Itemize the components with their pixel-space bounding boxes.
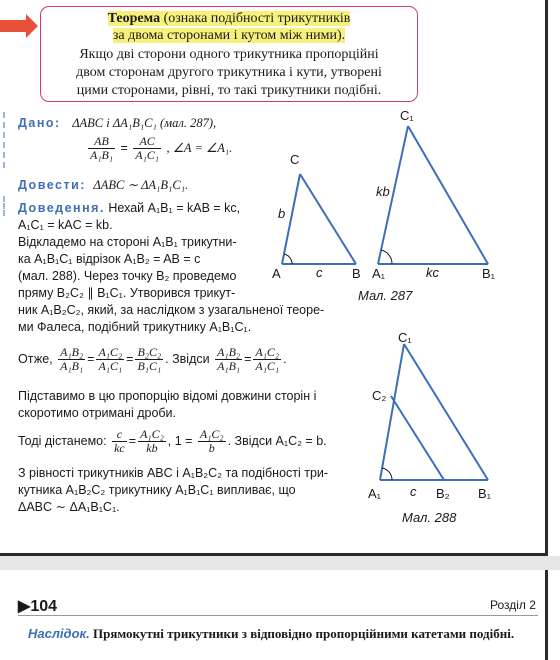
figure-288 <box>360 330 510 530</box>
angle-mark <box>381 250 392 264</box>
label-side-kb: kb <box>376 184 390 199</box>
prove-label: Довести: <box>18 178 86 192</box>
given-ratio: $\frac{AB}{\text{A₁B₁}}$ = $\frac{AC}{\text{A₁C₁}}$ , ∠A = ∠A₁. <box>90 134 233 162</box>
header-rule <box>18 615 538 616</box>
page-number: ▶104 <box>18 598 58 615</box>
angle-mark <box>382 468 392 480</box>
proportion-line: Отже, $\frac{\text{A₁B₂}}{\text{A₁B₁}}$ = $\frac{\text{A₁C₂}}{\text{A₁C₁}}$ = $\frac{\text{B₂C₂}}{\text{B₁C₁}}$ . Звідси $\frac{\text{A₁B₂}}{\text{A₁B₁}}$ = $\frac{\text{A₁C₂}}{\text{A₁C₁}}$ . <box>18 345 287 373</box>
given-label: Дано: <box>18 116 61 130</box>
label-c2-vertex: C₂ <box>372 388 387 403</box>
margin-divider <box>3 196 5 216</box>
margin-divider <box>3 112 5 168</box>
prove-text: ΔABC ∼ ΔA₁B₁C₁. <box>93 178 189 192</box>
proof-text: ΔABC ∼ ΔA₁B₁C₁. <box>18 500 120 514</box>
fraction: $\frac{\text{A₁C₂}}{kb}$ <box>140 427 164 455</box>
page-gap <box>0 556 560 570</box>
section-label: Розділ 2 <box>490 598 536 612</box>
proof-text: , 1 = <box>167 433 193 448</box>
label-c1-vertex: C₁ <box>400 108 414 123</box>
angle-equality: , ∠A = ∠A₁. <box>166 140 233 155</box>
label-b1-vertex: B₁ <box>478 486 492 501</box>
proof-block <box>18 465 363 516</box>
fraction: $\frac{\text{A₁B₂}}{\text{A₁B₁}}$ <box>217 345 241 373</box>
label-a-vertex: A <box>272 266 281 281</box>
proof-block <box>18 302 358 336</box>
fraction: $\frac{AB}{\text{A₁B₁}}$ <box>90 134 114 162</box>
theorem-heading <box>49 10 409 44</box>
proof-text: Нехай A₁B₁ = kAB = kc, <box>108 201 241 215</box>
proof-text: З рівності трикутників ABC і A₁B₂C₂ та подібності три- <box>18 466 329 480</box>
proof-text: Відкладемо на стороні A₁B₁ трикутни- <box>18 235 237 249</box>
label-side-c: c <box>410 484 417 499</box>
theorem-subtitle-2: за двома сторонами і кутом між ними). <box>112 28 346 43</box>
label-b1-vertex: B₁ <box>482 266 496 281</box>
figure-287 <box>268 106 498 306</box>
label-a1-vertex: A₁ <box>368 486 382 501</box>
proof-text: . Звідси <box>165 351 210 366</box>
proof-text: ка A₁B₁C₁ відрізок A₁B₂ = AB = c <box>18 252 201 266</box>
theorem-line: цими сторонами, рівні, то такі трикутники подібні. <box>76 83 382 98</box>
given-line <box>18 115 216 132</box>
proof-text: (мал. 288). Через точку B₂ проведемо <box>18 269 237 283</box>
angle-mark <box>284 254 292 264</box>
proof-label: Доведення. <box>18 201 105 215</box>
fraction: $\frac{\text{A₁B₂}}{\text{A₁B₁}}$ <box>60 345 84 373</box>
given-text: ΔABC і ΔA₁B₁C₁ (мал. 287), <box>72 116 217 130</box>
label-c-vertex: C <box>290 152 300 167</box>
fraction: $\frac{\text{A₁C₂}}{b}$ <box>199 427 224 455</box>
side-b1c1 <box>404 344 488 480</box>
fraction: $\frac{c}{kc}$ <box>114 427 125 455</box>
proof-block <box>18 388 358 422</box>
figure-caption: Мал. 288 <box>402 510 457 525</box>
proof-text: пряму B₂C₂ ∥ B₁C₁. Утворився трикут- <box>18 286 236 300</box>
fraction: $\frac{\text{A₁C₂}}{\text{A₁C₁}}$ <box>255 345 280 373</box>
prove-line <box>18 177 188 194</box>
proof-text: скоротимо отримані дроби. <box>18 406 177 420</box>
page-number-value: 104 <box>30 598 58 615</box>
label-b2-vertex: B₂ <box>436 486 450 501</box>
fraction: $\frac{\text{A₁C₂}}{\text{A₁C₁}}$ <box>98 345 123 373</box>
substitution-line: Тоді дістанемо: $\frac{c}{kc}$ = $\frac{\text{A₁C₂}}{kb}$ , 1 = $\frac{\text{A₁C₂}}{b}$ . Звідси A₁C₂ = b. <box>18 427 327 455</box>
label-side-kc: kc <box>426 265 439 280</box>
corollary-text: Прямокутні трикутники з відповідно пропорційними катетами подібні. <box>92 626 515 641</box>
theorem-subtitle-1: (ознака подібності трикутників <box>163 11 351 26</box>
proof-block <box>18 200 280 302</box>
corollary-label: Наслідок. <box>28 626 90 641</box>
proof-text: Підставимо в цю пропорцію відомі довжини сторін і <box>18 389 317 403</box>
proof-text: A₁C₁ = kAC = kb. <box>18 218 113 232</box>
side-b1c1 <box>408 126 488 264</box>
proof-text: Отже, <box>18 351 53 366</box>
fraction: $\frac{\text{B₂C₂}}{\text{B₁C₁}}$ <box>137 345 162 373</box>
proof-text: Тоді дістанемо: <box>18 433 107 448</box>
theorem-line: двом сторонам другого трикутника і кути, утворені <box>76 65 382 80</box>
theorem-title: Теорема <box>107 11 161 26</box>
proof-text: кутника A₁B₂C₂ трикутнику A₁B₁C₁ випливає, що <box>18 483 296 497</box>
proof-text: ми Фалеса, подібний трикутнику A₁B₁C₁. <box>18 320 252 334</box>
label-side-c: c <box>316 265 323 280</box>
arrow-marker-icon <box>0 14 38 38</box>
proof-text: ник A₁B₂C₂, який, за наслідком з узагальненої теоре- <box>18 303 325 317</box>
theorem-body <box>49 46 409 100</box>
proof-text: . Звідси A₁C₂ = b. <box>227 433 327 448</box>
side-bc <box>300 174 356 264</box>
theorem-line: Якщо дві сторони одного трикутника пропорційні <box>79 47 379 62</box>
label-side-b: b <box>278 206 286 221</box>
side-b2c2 <box>391 396 444 480</box>
figure-caption: Мал. 287 <box>358 288 413 303</box>
corollary <box>28 626 538 642</box>
label-b-vertex: B <box>352 266 361 281</box>
fraction: $\frac{AC}{\text{A₁C₁}}$ <box>135 134 159 162</box>
label-c1-vertex: C₁ <box>398 330 412 345</box>
theorem-box <box>40 6 418 102</box>
label-a1-vertex: A₁ <box>372 266 386 281</box>
